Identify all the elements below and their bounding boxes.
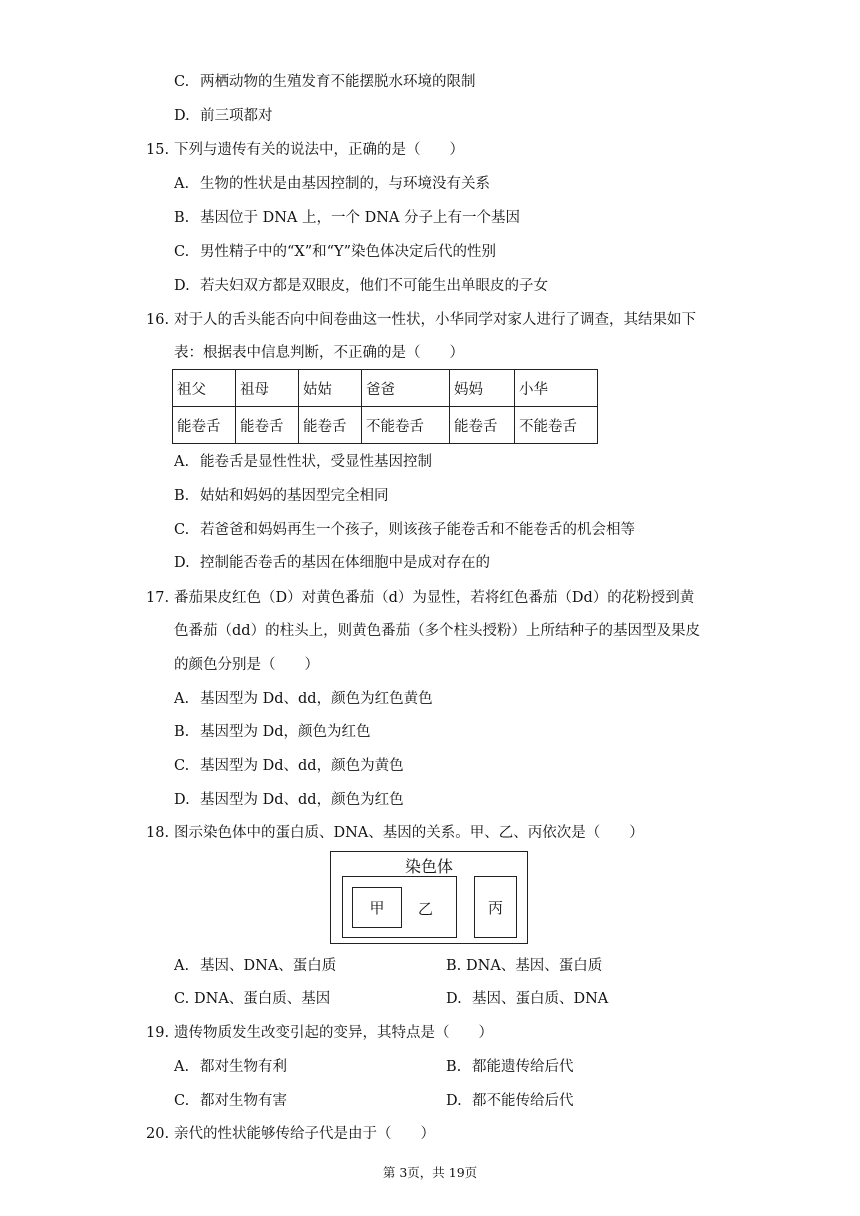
q18-option-d: D. 基因、蛋白质、DNA xyxy=(446,991,609,1007)
table-cell: 能卷舌 xyxy=(450,407,515,444)
q18-option-a: A. 基因、DNA、蛋白质 xyxy=(174,958,337,974)
table-cell: 爸爸 xyxy=(362,370,450,407)
q19-option-c: C. 都对生物有害 xyxy=(174,1093,287,1109)
q15-option-d: D. 若夫妇双方都是双眼皮，他们不可能生出单眼皮的子女 xyxy=(174,278,548,294)
diagram-title: 染色体 xyxy=(404,857,453,876)
q14-option-d: D. 前三项都对 xyxy=(174,108,273,124)
q17-option-d: D. 基因型为 Dd、dd，颜色为红色 xyxy=(174,792,404,808)
label-yi: 乙 xyxy=(418,900,434,918)
q14-option-c: C. 两栖动物的生殖发育不能摆脱水环境的限制 xyxy=(174,74,476,90)
q19-option-a: A. 都对生物有利 xyxy=(174,1059,287,1075)
q19-option-b: B. 都能遗传给后代 xyxy=(446,1059,574,1075)
q18-option-b: B. DNA、基因、蛋白质 xyxy=(446,958,603,974)
table-cell: 不能卷舌 xyxy=(515,407,598,444)
table-cell: 祖母 xyxy=(236,370,299,407)
q16-option-d: D. 控制能否卷舌的基因在体细胞中是成对存在的 xyxy=(174,555,490,571)
box-jia: 甲 xyxy=(352,887,402,928)
q17-option-c: C. 基因型为 Dd、dd，颜色为黄色 xyxy=(174,758,404,774)
q19-option-d: D. 都不能传给后代 xyxy=(446,1093,574,1109)
q18-option-c: C. DNA、蛋白质、基因 xyxy=(174,991,331,1007)
q15-option-b: B. 基因位于 DNA 上，一个 DNA 分子上有一个基因 xyxy=(174,210,521,226)
table-cell: 小华 xyxy=(515,370,598,407)
table-header-row xyxy=(173,370,598,407)
box-bing: 丙 xyxy=(474,876,517,938)
q15-option-a: A. 生物的性状是由基因控制的，与环境没有关系 xyxy=(174,176,490,192)
document-page: C. 两栖动物的生殖发育不能摆脱水环境的限制 D. 前三项都对 15. 下列与遗传有关的说法中，正确的是（ ） A. 生物的性状是由基因控制的，与环境没有关系 B. 基因位于 DNA 上，一个 DNA 分子上有一个基因 C. 男性精子中的“X”和“Y”染色体决定后代的性别 D. 若夫妇双方都是双眼皮，他们不可能生出单眼皮的子女 16. 对于人的舌头能否向中间卷曲这一性状，小华同学对家人进行了调查，其结果如下 表：根据表中信息判断，不正确的是（ ） 祖父 祖母 姑姑 爸爸 妈妈 小华 能卷舌 能卷舌 能卷舌 不能卷舌 能卷舌 不能卷舌 A. 能卷舌是显性性状，受显性基因控制 B. 姑姑和妈妈的基因型完全相同 C. 若爸爸和妈妈再生一个孩子，则该孩子能卷舌和不能卷舌的机会相等 D. 控制能否卷舌的基因在体细胞中是成对存在的 17. 番茄果皮红色（D）对黄色番茄（d）为显性，若将红色番茄（Dd）的花粉授到黄 色番茄（dd）的柱头上，则黄色番茄（多个柱头授粉）上所结种子的基因型及果皮 的颜色分别是（ ） A. 基因型为 Dd、dd，颜色为红色黄色 B. 基因型为 Dd，颜色为红色 C. 基因型为 Dd、dd，颜色为黄色 D. 基因型为 Dd、dd，颜色为红色 18. 图示染色体中的蛋白质、DNA、基因的关系。甲、乙、丙依次是（ ） 染色体 甲 乙 丙 A. 基因、DNA、蛋白质 B. DNA、基因、蛋白质 C. DNA、蛋白质、基因 D. 基因、蛋白质、DNA 19. 遗传物质发生改变引起的变异，其特点是（ ） A. 都对生物有利 B. 都能遗传给后代 C. 都对生物有害 D. 都不能传给后代 20. 亲代的性状能够传给子代是由于（ ） 第 3页，共 19页 xyxy=(0,0,860,1216)
table-row xyxy=(173,407,598,444)
q16-option-c: C. 若爸爸和妈妈再生一个孩子，则该孩子能卷舌和不能卷舌的机会相等 xyxy=(174,522,635,538)
q16-option-b: B. 姑姑和妈妈的基因型完全相同 xyxy=(174,488,389,504)
table-cell: 妈妈 xyxy=(450,370,515,407)
table-cell: 不能卷舌 xyxy=(362,407,450,444)
q17-stem-line3: 的颜色分别是（ ） xyxy=(174,657,319,673)
table-cell: 姑姑 xyxy=(299,370,362,407)
q17-option-b: B. 基因型为 Dd，颜色为红色 xyxy=(174,724,371,740)
q15-option-c: C. 男性精子中的“X”和“Y”染色体决定后代的性别 xyxy=(174,244,497,260)
table-cell: 能卷舌 xyxy=(173,407,236,444)
q16-survey-table xyxy=(172,369,598,444)
table-cell: 祖父 xyxy=(173,370,236,407)
q16-stem-line2: 表：根据表中信息判断，不正确的是（ ） xyxy=(174,345,464,361)
page-footer: 第 3页，共 19页 xyxy=(382,1165,478,1180)
q16-option-a: A. 能卷舌是显性性状，受显性基因控制 xyxy=(174,454,432,470)
table-cell: 能卷舌 xyxy=(299,407,362,444)
q17-option-a: A. 基因型为 Dd、dd，颜色为红色黄色 xyxy=(174,691,433,707)
q17-stem-line2: 色番茄（dd）的柱头上，则黄色番茄（多个柱头授粉）上所结种子的基因型及果皮 xyxy=(174,623,701,639)
table-cell: 能卷舌 xyxy=(236,407,299,444)
chromosome-diagram xyxy=(330,851,528,944)
